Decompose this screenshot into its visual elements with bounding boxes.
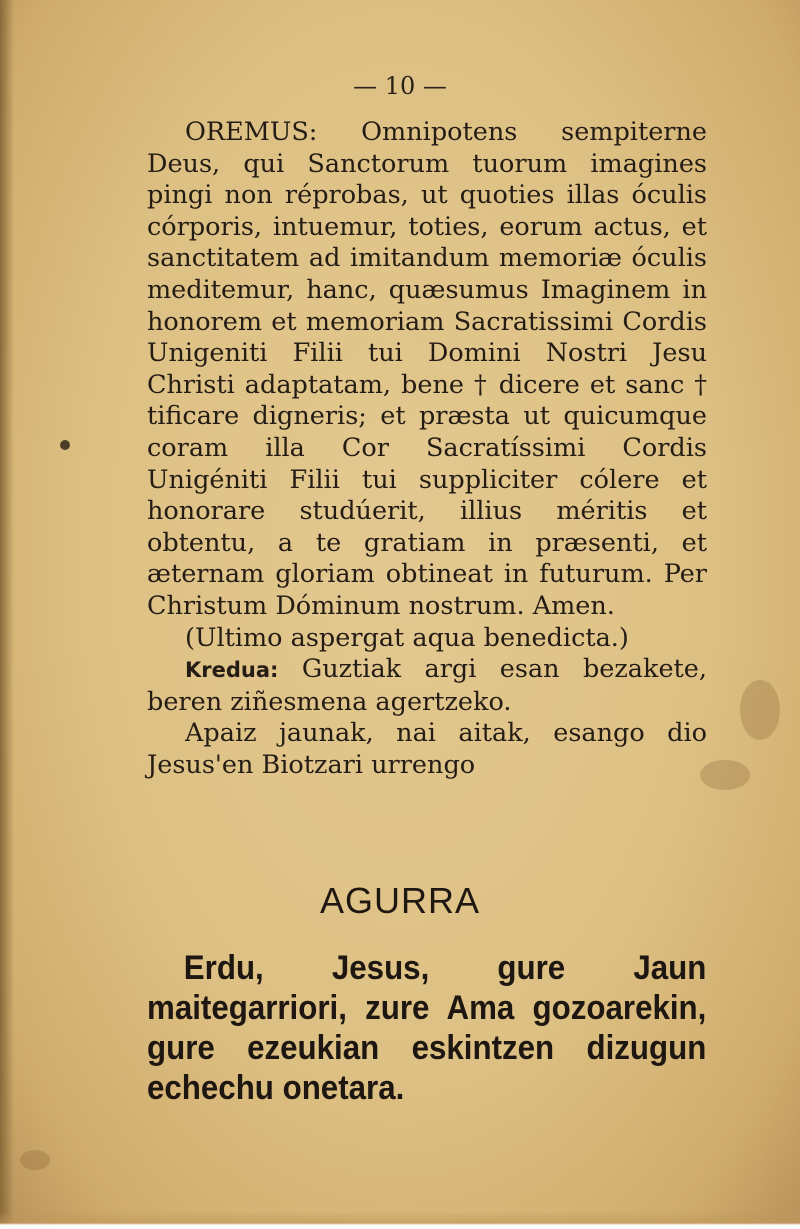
kredua-label: Kredua:: [185, 658, 279, 683]
kredua-text: Guztiak argi esan bezakete, beren ziñesmena agertzeko.: [147, 654, 707, 717]
closing-text: Apaiz jaunak, nai aitak, esango dio Jesus'en Biotzari urrengo: [147, 718, 707, 780]
page-edge-shadow: [0, 0, 14, 1229]
page-bottom-edge: [0, 1211, 800, 1229]
agurra-heading: AGURRA: [319, 880, 481, 921]
agurra-prayer-text: Erdu, Jesus, gure Jaun maitegarriori, zure Ama gozoarekin, gure ezeukian eskintzen dizugun echechu onetara.: [147, 949, 707, 1107]
kredua-paragraph: [147, 654, 707, 718]
oremus-block: [147, 117, 707, 781]
page-number: — 10 —: [353, 72, 447, 100]
paper-stain: [700, 760, 750, 790]
paper-stain: [740, 680, 780, 740]
agurra-prayer-block: [147, 948, 706, 1108]
oremus-prayer: OREMUS: Omnipotens sempiterne Deus, qui Sanctorum tuorum imagines pingi non réprobas, ut quoties illas óculis córporis, intuemur, toties, eorum actus, et sanctitatem ad imitandum memoriæ óculis meditemur, hanc, quæsumus Imaginem in honorem et memoriam Sacratissimi Cordis Unigeniti Filii tui Domini Nostri Jesu Christi adaptatam, bene † dicere et sanc † tificare digneris; et præsta ut quicumque coram illa Cor Sacratíssimi Cordis Unigéniti Filii tui suppliciter cólere et honorare studúerit, illius méritis et obtentu, a te gratiam in præsenti, et æternam gloriam obtineat in futurum. Per Christum Dóminum nostrum. Amen.: [147, 117, 707, 621]
paper-stain: [20, 1150, 50, 1170]
rubric-text: (Ultimo aspergat aqua benedicta.): [185, 622, 629, 653]
paper-stain: [60, 440, 70, 450]
